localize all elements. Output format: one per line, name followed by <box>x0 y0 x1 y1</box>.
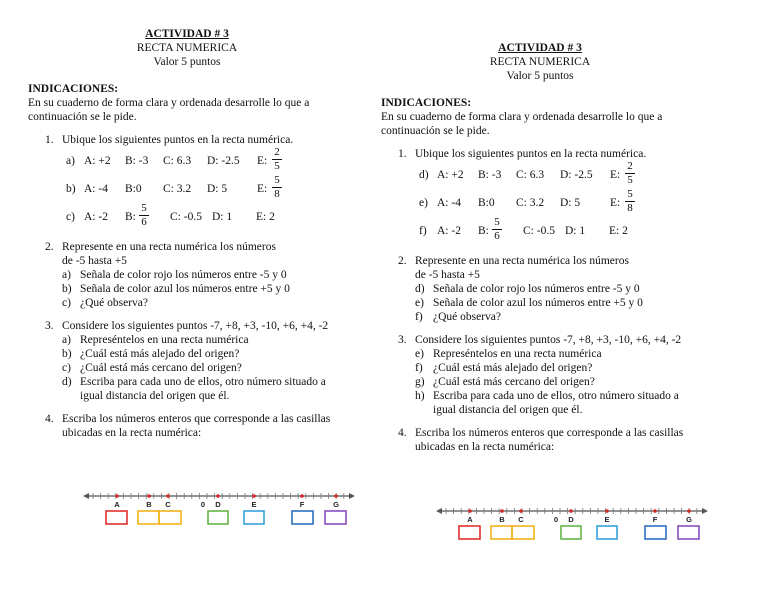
point-marker <box>334 494 338 498</box>
answer-box[interactable] <box>244 511 264 524</box>
point-label: A <box>114 500 120 509</box>
point-label: D <box>215 500 221 509</box>
number-line-diagram <box>435 504 709 544</box>
question-number: 4. <box>45 413 54 425</box>
point-marker <box>500 509 504 513</box>
activity-value: Valor 5 puntos <box>153 56 221 68</box>
arrow-left-icon <box>83 493 89 499</box>
point-marker <box>216 494 220 498</box>
item-c: C: 6.3 <box>516 169 545 181</box>
question-text: Represente en una recta numérica los números <box>415 255 629 267</box>
point-label: E <box>604 515 610 524</box>
point-label: B <box>146 500 152 509</box>
point-marker <box>166 494 170 498</box>
row-letter: e) <box>419 197 428 209</box>
item-d: D: 5 <box>560 197 581 209</box>
number-line-left <box>82 489 356 529</box>
activity-subtitle: RECTA NUMERICA <box>489 56 591 68</box>
item-e: E: <box>257 183 268 195</box>
row-letter: b) <box>66 183 76 195</box>
fraction-e: $\frac{5}{8}$ <box>272 175 282 200</box>
question-number: 2. <box>45 241 54 253</box>
question-text: Escriba los números enteros que corresponde a las casillas <box>62 413 331 425</box>
point-label: B <box>499 515 505 524</box>
point-marker <box>687 509 691 513</box>
point-marker <box>605 509 609 513</box>
item-b: B: <box>478 225 489 237</box>
fraction-b: $\frac{5}{6}$ <box>139 203 149 228</box>
answer-box[interactable] <box>512 526 534 539</box>
item-a: A: -4 <box>437 197 461 209</box>
number-line-right <box>435 504 709 544</box>
question-2 <box>28 240 368 268</box>
point-label: G <box>333 500 339 509</box>
q1-row-d <box>381 161 721 189</box>
question-4 <box>381 426 721 454</box>
answer-box[interactable] <box>561 526 581 539</box>
q3-sub-e: e) Represéntelos en una recta numérica <box>415 348 602 360</box>
q1-row-e <box>381 189 721 217</box>
point-label: F <box>652 515 658 524</box>
question-number: 4. <box>398 427 407 439</box>
fraction-e: $\frac{5}{8}$ <box>625 189 635 214</box>
q2-sub-d: d) Señala de color rojo los números entre -5 y 0 <box>415 283 640 295</box>
q3-sub-g: g) ¿Cuál está más cercano del origen? <box>415 376 595 388</box>
item-d: D: 1 <box>565 225 586 237</box>
answer-box[interactable] <box>208 511 228 524</box>
question-number: 3. <box>398 334 407 346</box>
point-marker <box>569 509 573 513</box>
indications-line1: En su cuaderno de forma clara y ordenada desarrolle lo que a <box>381 111 663 123</box>
answer-box[interactable] <box>106 511 127 524</box>
question-text: Considere los siguientes puntos -7, +8, +3, -10, +6, +4, -2 <box>62 320 329 332</box>
q2-sub-c: c) ¿Qué observa? <box>62 297 149 309</box>
item-d: D: -2.5 <box>560 169 593 181</box>
answer-box[interactable] <box>645 526 666 539</box>
item-d: D: 5 <box>207 183 228 195</box>
point-marker <box>300 494 304 498</box>
q3-sub-d: d) Escriba para cada uno de ellos, otro número situado a <box>62 376 326 388</box>
q3-sub-f: f) ¿Cuál está más alejado del origen? <box>415 362 593 374</box>
arrow-right-icon <box>349 493 355 499</box>
item-c: C: 3.2 <box>163 183 192 195</box>
answer-box[interactable] <box>459 526 480 539</box>
item-c: C: -0.5 <box>523 225 555 237</box>
question-1 <box>28 133 368 147</box>
indications-line2: continuación se le pide. <box>28 111 137 123</box>
item-a: A: +2 <box>437 169 464 181</box>
item-d: D: -2.5 <box>207 155 240 167</box>
item-e: E: 2 <box>609 225 628 237</box>
fraction-b: $\frac{5}{6}$ <box>492 217 502 242</box>
question-number: 1. <box>45 134 54 146</box>
answer-box[interactable] <box>491 526 512 539</box>
question-2 <box>381 254 721 282</box>
question-1 <box>381 147 721 161</box>
point-marker <box>115 494 119 498</box>
answer-box[interactable] <box>159 511 181 524</box>
question-text-cont: ubicadas en la recta numérica: <box>62 427 202 439</box>
question-4 <box>28 412 368 440</box>
item-b: B:0 <box>125 183 142 195</box>
q1-row-c <box>28 203 368 231</box>
item-e: E: <box>257 155 268 167</box>
question-text: Escriba los números enteros que corresponde a las casillas <box>415 427 684 439</box>
row-letter: a) <box>66 155 75 167</box>
header <box>28 27 346 69</box>
q2-sub-f: f) ¿Qué observa? <box>415 311 502 323</box>
row-letter: d) <box>419 169 429 181</box>
number-line-diagram <box>82 489 356 529</box>
point-label: C <box>518 515 524 524</box>
question-text: Ubique los siguientes puntos en la recta numérica. <box>415 148 647 160</box>
activity-subtitle: RECTA NUMERICA <box>136 42 238 54</box>
arrow-right-icon <box>702 508 708 514</box>
indications-title: INDICACIONES: <box>381 97 472 109</box>
item-d: D: 1 <box>212 211 233 223</box>
left-activity-sheet <box>28 27 368 440</box>
question-text-cont: de -5 hasta +5 <box>415 269 480 281</box>
fraction-e: $\frac{2}{5}$ <box>625 161 635 186</box>
point-marker <box>468 509 472 513</box>
item-b: B: <box>125 211 136 223</box>
q3-sub-d-cont: igual distancia del origen que él. <box>80 390 230 402</box>
question-text-cont: ubicadas en la recta numérica: <box>415 441 555 453</box>
answer-box[interactable] <box>325 511 346 524</box>
item-b: B: -3 <box>125 155 149 167</box>
item-b: B:0 <box>478 197 495 209</box>
item-e: E: <box>610 169 621 181</box>
right-activity-sheet <box>381 41 721 454</box>
q3-sub-c: c) ¿Cuál está más cercano del origen? <box>62 362 242 374</box>
question-3 <box>381 333 721 347</box>
q2-sub-e: e) Señala de color azul los números entre +5 y 0 <box>415 297 643 309</box>
item-c: C: 3.2 <box>516 197 545 209</box>
activity-value: Valor 5 puntos <box>506 70 574 82</box>
point-label: C <box>165 500 171 509</box>
item-a: A: -4 <box>84 183 108 195</box>
activity-title: ACTIVIDAD # 3 <box>498 42 582 54</box>
question-number: 3. <box>45 320 54 332</box>
row-letter: f) <box>419 225 427 237</box>
activity-title: ACTIVIDAD # 3 <box>145 28 229 40</box>
header <box>381 41 699 83</box>
question-number: 1. <box>398 148 407 160</box>
fraction-e: $\frac{2}{5}$ <box>272 147 282 172</box>
item-e: E: 2 <box>256 211 275 223</box>
point-label: A <box>467 515 473 524</box>
point-label: F <box>299 500 305 509</box>
item-a: A: -2 <box>84 211 108 223</box>
q1-row-f <box>381 217 721 245</box>
indications-title: INDICACIONES: <box>28 83 119 95</box>
point-marker <box>653 509 657 513</box>
answer-box[interactable] <box>597 526 617 539</box>
answer-box[interactable] <box>678 526 699 539</box>
answer-box[interactable] <box>292 511 313 524</box>
q2-sub-a: a) Señala de color rojo los números entre -5 y 0 <box>62 269 287 281</box>
indications-line2: continuación se le pide. <box>381 125 490 137</box>
point-label: 0 <box>200 500 206 509</box>
question-3 <box>28 319 368 333</box>
row-letter: c) <box>66 211 75 223</box>
question-text: Ubique los siguientes puntos en la recta numérica. <box>62 134 294 146</box>
q3-sub-a: a) Represéntelos en una recta numérica <box>62 334 249 346</box>
question-text-cont: de -5 hasta +5 <box>62 255 127 267</box>
question-number: 2. <box>398 255 407 267</box>
point-marker <box>147 494 151 498</box>
indications-line1: En su cuaderno de forma clara y ordenada desarrolle lo que a <box>28 97 310 109</box>
point-label: 0 <box>553 515 559 524</box>
point-marker <box>519 509 523 513</box>
item-c: C: 6.3 <box>163 155 192 167</box>
question-text: Represente en una recta numérica los números <box>62 241 276 253</box>
q3-sub-h-cont: igual distancia del origen que él. <box>433 404 583 416</box>
item-c: C: -0.5 <box>170 211 202 223</box>
point-marker <box>252 494 256 498</box>
answer-box[interactable] <box>138 511 159 524</box>
point-label: E <box>251 500 257 509</box>
question-text: Considere los siguientes puntos -7, +8, +3, -10, +6, +4, -2 <box>415 334 682 346</box>
point-label: D <box>568 515 574 524</box>
item-a: A: -2 <box>437 225 461 237</box>
item-a: A: +2 <box>84 155 111 167</box>
arrow-left-icon <box>436 508 442 514</box>
item-b: B: -3 <box>478 169 502 181</box>
q1-row-a <box>28 147 368 175</box>
point-label: G <box>686 515 692 524</box>
item-e: E: <box>610 197 621 209</box>
q3-sub-b: b) ¿Cuál está más alejado del origen? <box>62 348 240 360</box>
q3-sub-h: h) Escriba para cada uno de ellos, otro número situado a <box>415 390 679 402</box>
q1-row-b <box>28 175 368 203</box>
q2-sub-b: b) Señala de color azul los números entre +5 y 0 <box>62 283 290 295</box>
